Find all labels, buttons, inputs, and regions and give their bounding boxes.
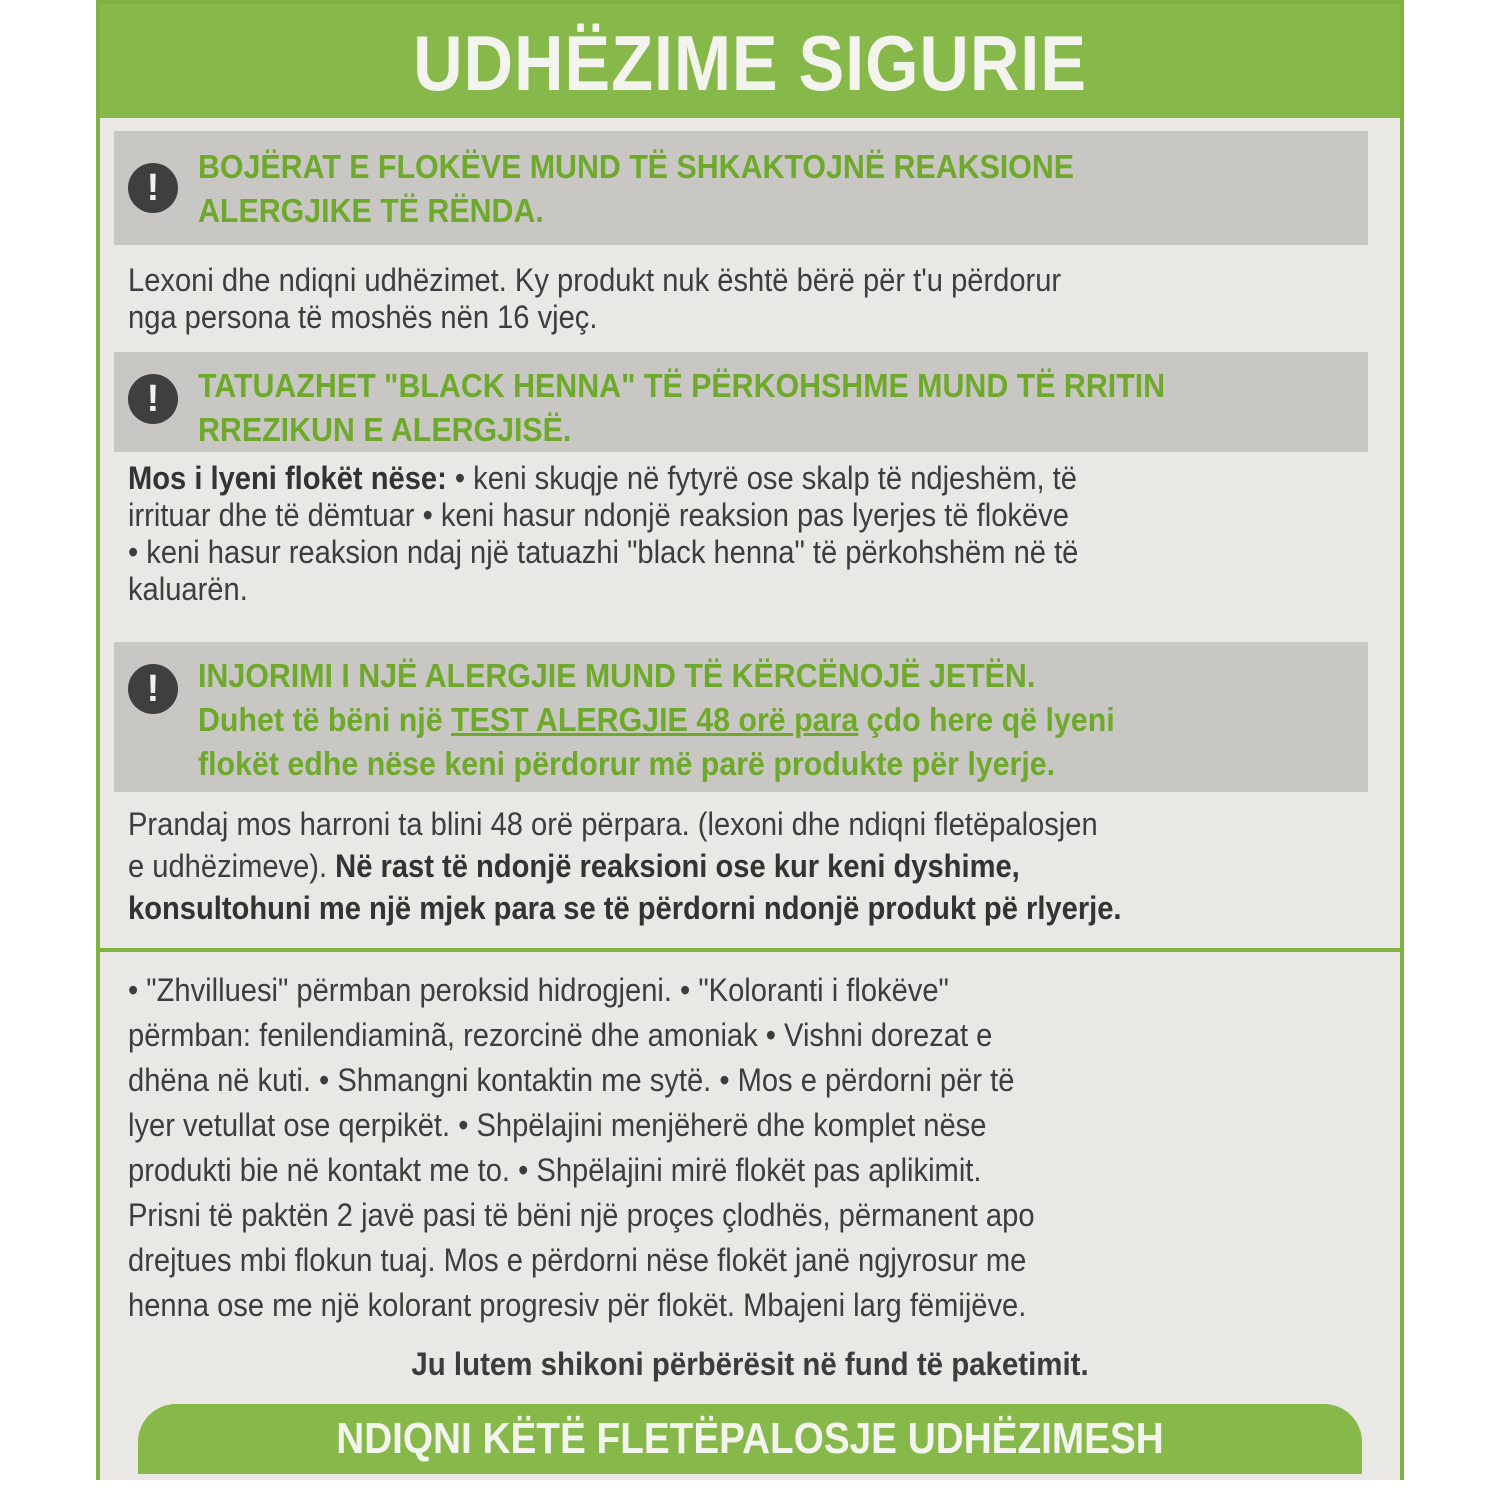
ingredients-note: Ju lutem shikoni përbërësit në fund të paketimit. [411, 1346, 1089, 1382]
paragraph-reaction-advice: Prandaj mos harroni ta blini 48 orë përpara. (lexoni dhe ndiqni fletëpalosjen e udhëzimeve). Në rast të ndonjë reaksioni ose kur keni dyshime, konsultohuni me një mjek para se të përdorni ndonjë produkt pë rlyerje. [128, 806, 1122, 926]
warning-1-text: BOJËRAT E FLOKËVE MUND TË SHKAKTOJNË REAKSIONE ALERGJIKE TË RËNDA. [198, 148, 1075, 229]
paragraph-product-contents: • "Zhvilluesi" përmban peroksid hidrogjeni. • "Koloranti i flokëve" përmban: fenilendiaminã, rezorcinë dhe amoniak • Vishni dorezat e dhëna në kuti. • Shmangni kontaktin me sytë. • Mos e përdorni për të lyer vetullat ose qerpikët. • Shpëlajini menjëherë dhe komplet nëse produkti bie në kontakt me to. • Shpëlajini mirë flokët pas aplikimit. Prisni të paktën 2 javë pasi të bëni një proçes çlodhës, përmanent apo drejtues mbi flokun tuaj. Mos e përdorni nëse flokët janë ngjyrosur me henna ose me një kolorant progresiv për flokët. Mbajeni larg fëmijëve. [128, 972, 1035, 1323]
allergy-test-highlight: TEST ALERGJIE 48 orë para [451, 701, 859, 738]
warning-band-2 [114, 352, 1368, 452]
warning-exclamation-icon: ! [128, 374, 178, 424]
safety-instructions-panel [96, 0, 1404, 1480]
warning-exclamation-icon: ! [128, 163, 178, 213]
warning-band-1 [114, 131, 1368, 245]
bottom-banner [138, 1404, 1362, 1474]
paragraph-do-not-dye: Mos i lyeni flokët nëse: • keni skuqje në fytyrë ose skalp të ndjeshëm, të irrituar dhe të dëmtuar • keni hasur ndonjë reaksion pas lyerjes të flokëve • keni hasur reaksion ndaj një tatuazhi "black henna" të përkohshëm në të kaluarën. [128, 460, 1079, 607]
warning-exclamation-icon: ! [128, 664, 178, 714]
bottom-banner-text: NDIQNI KËTË FLETËPALOSJE UDHËZIMESH [336, 1414, 1164, 1463]
paragraph-usage-age: Lexoni dhe ndiqni udhëzimet. Ky produkt nuk është bërë për t'u përdorur nga persona të moshës nën 16 vjeç. [128, 262, 1062, 335]
warning-2-text: TATUAZHET "BLACK HENNA" TË PËRKOHSHME MUND TË RRITIN RREZIKUN E ALERGJISË. [198, 367, 1166, 448]
section-divider [100, 948, 1400, 952]
page-title: UDHËZIME SIGURIE [413, 19, 1087, 107]
title-bar [100, 0, 1400, 118]
warning-3-text: INJORIMI I NJË ALERGJIE MUND TË KËRCËNOJË JETËN. Duhet të bëni një TEST ALERGJIE 48 orë para çdo here që lyeni flokët edhe nëse keni përdorur më parë produkte për lyerje. [198, 657, 1115, 782]
warning-band-3 [114, 642, 1368, 792]
